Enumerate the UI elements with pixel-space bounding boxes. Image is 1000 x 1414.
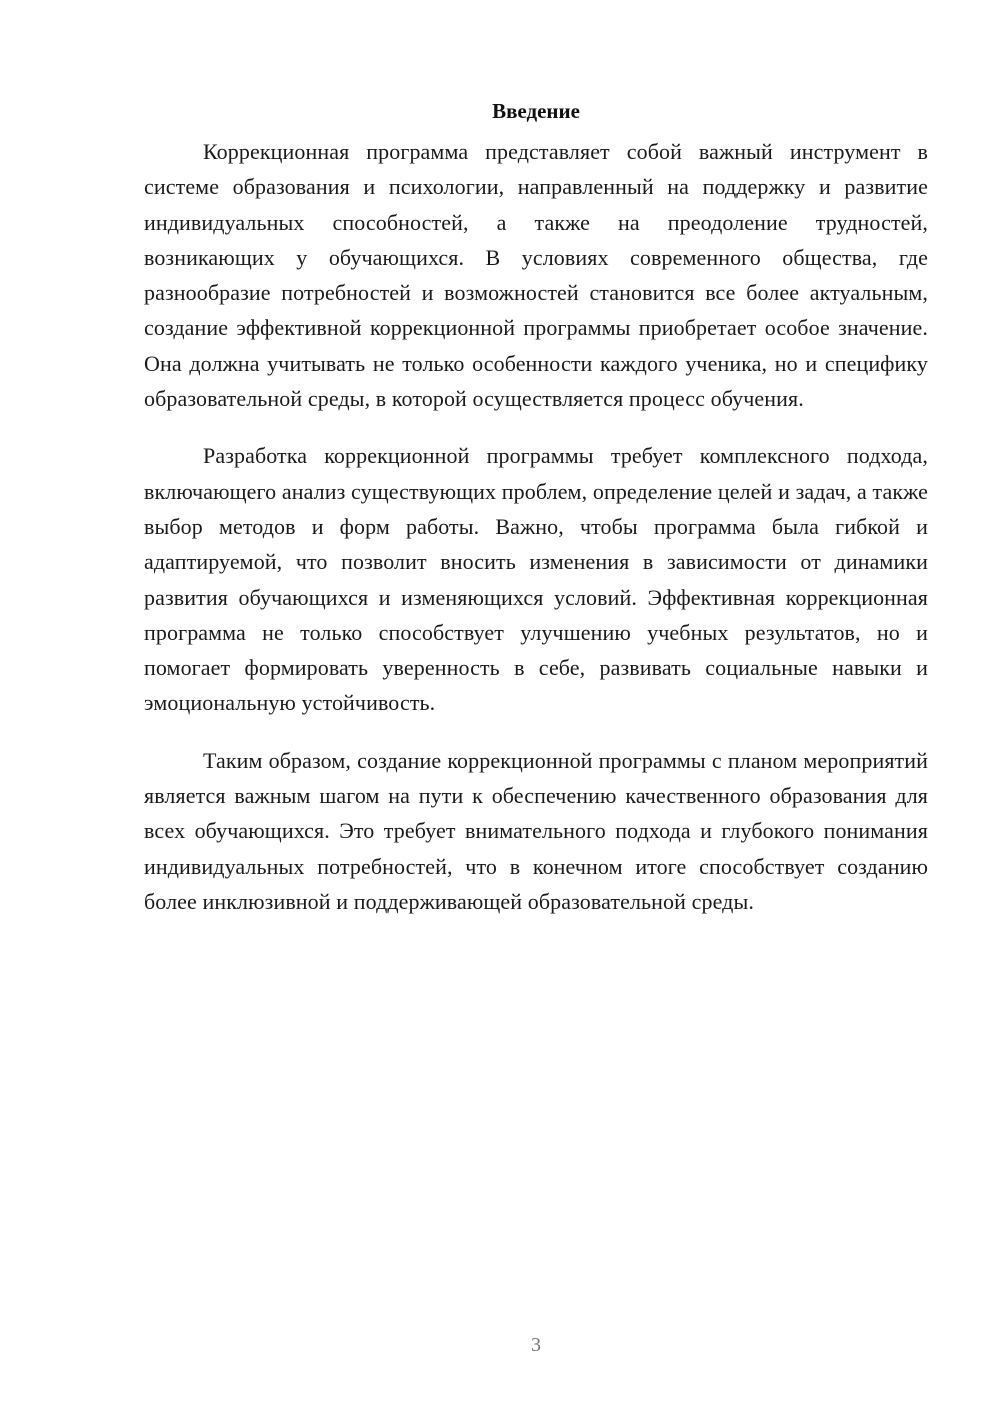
- page-content: [144, 96, 928, 941]
- paragraph-conclusion: Таким образом, создание коррекционной программы с планом мероприятий является важным шагом на пути к обеспечению качественного образования для всех обучающихся. Это требует внимательного подхода и глубокого понимания индивидуальных потребностей, что в конечном итоге способствует созданию более инклюзивной и поддерживающей образовательной среды.: [144, 747, 928, 914]
- section-heading: Введение: [492, 99, 580, 123]
- paragraph-introduction: Коррекционная программа представляет собой важный инструмент в системе образования и психологии, направленный на поддержку и развитие индивидуальных способностей, а также на преодоление трудностей, возникающих у обучающихся. В условиях современного общества, где разнообразие потребностей и возможностей становится все более актуальным, создание эффективной коррекционной программы приобретает особое значение. Она должна учитывать не только особенности каждого ученика, но и специфику образовательной среды, в которой осуществляется процесс обучения.: [144, 139, 928, 412]
- paragraph-development: Разработка коррекционной программы требует комплексного подхода, включающего анализ существующих проблем, определение целей и задач, а также выбор методов и форм работы. Важно, чтобы программа была гибкой и адаптируемой, что позволит вносить изменения в зависимости от динамики развития обучающихся и изменяющихся условий. Эффективная коррекционная программа не только способствует улучшению учебных результатов, но и помогает формировать уверенность в себе, развивать социальные навыки и эмоциональную устойчивость.: [144, 443, 928, 716]
- page-number: 3: [531, 1334, 541, 1356]
